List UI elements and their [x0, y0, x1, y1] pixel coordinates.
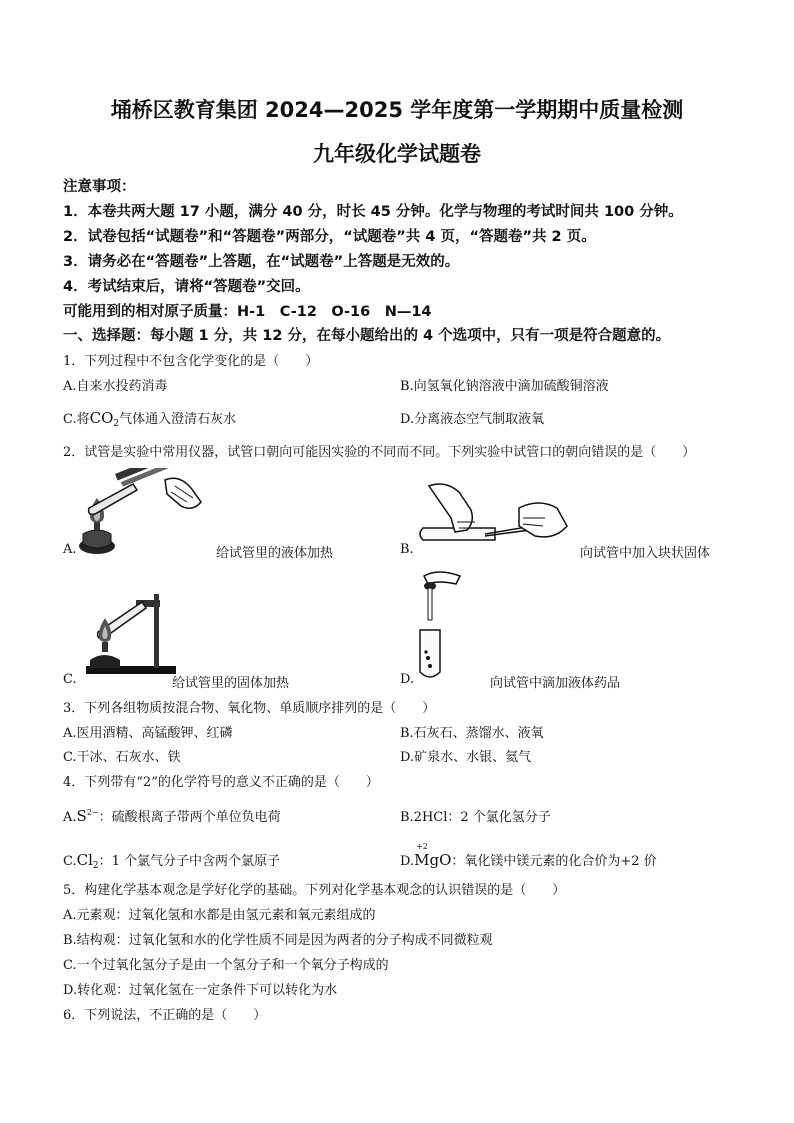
q2-option-a-letter: A. — [63, 542, 77, 557]
q4-option-d: D. +2 MgO：氧化镁中镁元素的化合价为+2 价 — [400, 842, 657, 869]
q5-option-b: B.结构观：过氧化氢和水的化学性质不同是因为两者的分子构成不同微粒观 — [63, 933, 493, 948]
exam-subtitle: 九年级化学试题卷 — [313, 142, 481, 166]
figure-heating-liquid — [75, 468, 215, 556]
q1-option-a: A.自来水投药消毒 — [63, 379, 168, 394]
q2-option-d-letter: D. — [400, 672, 415, 687]
q1-option-c: C.将$CO_2$气体通入澄清石灰水 — [63, 409, 237, 429]
atomic-mass-line: 可能用到的相对原子质量：H-1 C-12 O-16 N—14 — [63, 304, 432, 320]
q2-stem: 2．试管是实验中常用仪器，试管口朝向可能因实验的不同而不同。下列实验中试管口的朝向错误的是（ ） — [63, 445, 696, 460]
q5-option-d: D.转化观：过氧化氢在一定条件下可以转化为水 — [63, 983, 338, 998]
q2-option-b-text: 向试管中加入块状固体 — [580, 546, 711, 561]
notice-item-3: 3．请务必在“答题卷”上答题，在“试题卷”上答题是无效的。 — [63, 254, 460, 270]
q5-option-a: A.元素观：过氧化氢和水都是由氢元素和氧元素组成的 — [63, 908, 376, 923]
q4-option-c: $C.Cl_2$：1 个氯气分子中含两个氯原子 — [63, 851, 281, 871]
q1-option-d: D.分离液态空气制取液氧 — [400, 412, 545, 427]
q2-option-a-text: 给试管里的液体加热 — [216, 546, 334, 561]
figure-dropping-liquid — [408, 568, 468, 680]
q3-option-b: B.石灰石、蒸馏水、液氧 — [400, 726, 544, 741]
q5-stem: 5．构建化学基本观念是学好化学的基础。下列对化学基本观念的认识错误的是（ ） — [63, 883, 566, 898]
figure-heating-solid — [80, 580, 180, 680]
q4-option-b: B.2HCl：2 个氯化氢分子 — [400, 810, 551, 825]
q3-option-d: D.矿泉水、水银、氦气 — [400, 750, 532, 765]
q1-option-b: B.向氢氧化钠溶液中滴加硫酸铜溶液 — [400, 379, 609, 394]
section-heading: 一、选择题：每小题 1 分，共 12 分，在每小题给出的 4 个选项中，只有一项是符合题意的。 — [63, 328, 671, 344]
q2-option-d-text: 向试管中滴加液体药品 — [490, 676, 621, 691]
notice-heading: 注意事项： — [63, 179, 136, 195]
notice-item-4: 4．考试结束后，请将“答题卷”交回。 — [63, 279, 310, 295]
q3-option-a: A.医用酒精、高锰酸钾、红磷 — [63, 726, 233, 741]
q2-option-b-letter: B. — [400, 542, 414, 557]
figure-adding-solid — [415, 478, 575, 554]
q2-option-c-letter: C. — [63, 672, 77, 687]
q5-option-c: C.一个过氧化氢分子是由一个氢分子和一个氧分子构成的 — [63, 958, 389, 973]
q2-option-c-text: 给试管里的固体加热 — [172, 676, 290, 691]
q6-stem: 6．下列说法，不正确的是（ ） — [63, 1008, 267, 1023]
q4-stem: 4．下列带有“2”的化学符号的意义不正确的是（ ） — [63, 775, 379, 790]
q1-stem: 1．下列过程中不包含化学变化的是（ ） — [63, 354, 319, 369]
q3-option-c: C.干冰、石灰水、铁 — [63, 750, 181, 765]
q3-stem: 3．下列各组物质按混合物、氧化物、单质顺序排列的是（ ） — [63, 701, 436, 716]
notice-item-2: 2．试卷包括“试题卷”和“答题卷”两部分，“试题卷”共 4 页，“答题卷”共 2 页。 — [63, 229, 596, 245]
q4-option-a: $A.S^{2-}$：硫酸根离子带两个单位负电荷 — [63, 807, 281, 825]
exam-title: 埇桥区教育集团 2024—2025 学年度第一学期期中质量检测 — [110, 98, 684, 122]
notice-item-1: 1．本卷共两大题 17 小题，满分 40 分，时长 45 分钟。化学与物理的考试时间共 100 分钟。 — [63, 204, 683, 220]
